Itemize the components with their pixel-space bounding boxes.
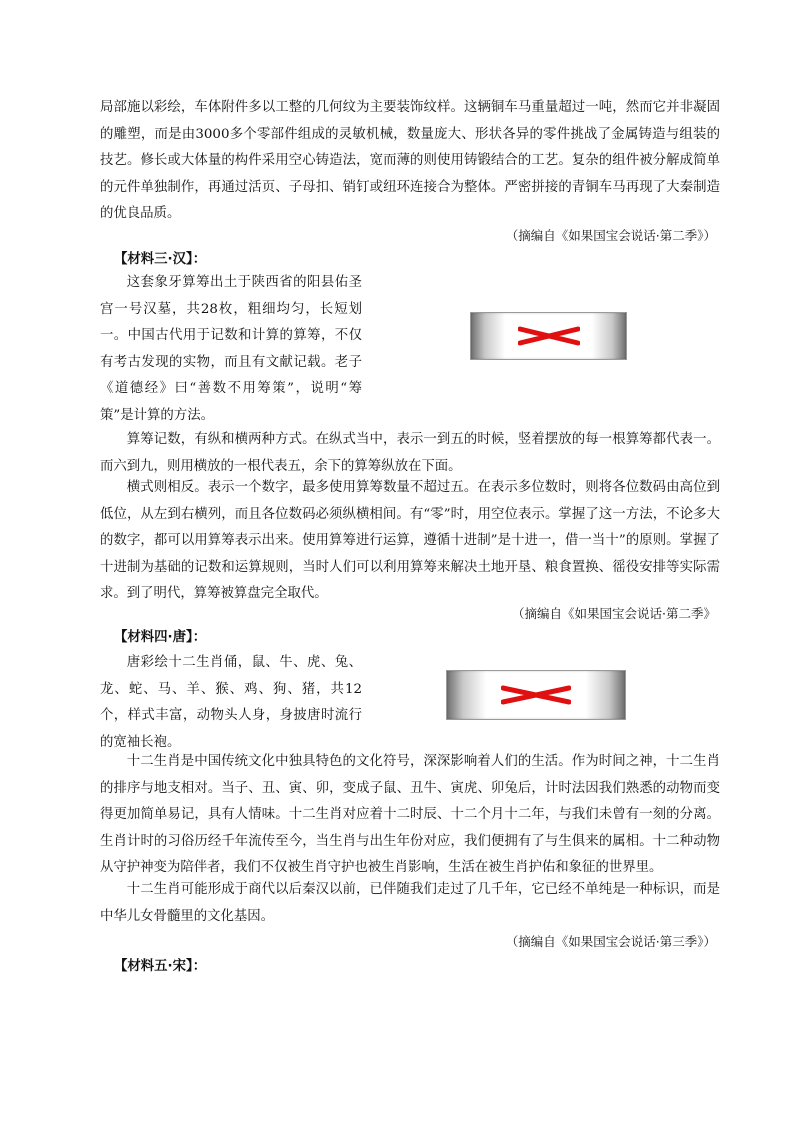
material-4-caption: 唐彩绘十二生肖俑，鼠、牛、虎、兔、龙、蛇、马、羊、猴、鸡、狗、猪，共12个，样式丰富，动物头人身，身披唐时流行的宽袖长袍。 — [100, 655, 362, 750]
material-4-header: 【材料四·唐】： — [114, 630, 207, 645]
broken-image-placeholder-2 — [446, 670, 626, 720]
paragraph-bronze-chariot: 局部施以彩绘，车体附件多以工整的几何纹为主要装饰纹样。这辆铜车马重量超过一吨，然而它并非凝固的雕塑，而是由3000多个零部件组成的灵敏机械，数量庞大、形状各异的零件挑战了金属铸造与组装的技艺。修长或大体量的构件采用空心铸造法，宽而薄的则使用铸锻结合的工艺。复杂的组件被分解成简单的元件单独制作，再通过活页、子母扣、销钉或纽环连接合为整体。严密拼接的青铜车马再现了大秦制造的优良品质。 — [100, 100, 720, 221]
broken-image-icon — [501, 685, 571, 705]
material-4-paragraph-2: 十二生肖可能形成于商代以后秦汉以前，已伴随我们走过了几千年，它已经不单纯是一种标识，而是中华儿女骨髓里的文化基因。 — [100, 882, 720, 924]
material-3-caption: 这套象牙算筹出土于陕西省的阳县佑圣宫一号汉墓，共28枚，粗细均匀，长短划一。中国古代用于记数和计算的算筹，不仅有考古发现的实物，而且有文献记载。老子《道德经》曰“善数不用筹策”，说明“筹策”是计算的方法。 — [100, 275, 362, 423]
material-4-paragraph-1: 十二生肖是中国传统文化中独具特色的文化符号，深深影响着人们的生活。作为时间之神，十二生肖的排序与地支相对。当子、丑、寅、卯，变成子鼠、丑牛、寅虎、卯兔后，计时法因我们熟悉的动物而变得更加简单易记，具有人情味。十二生肖对应着十二时辰、十二个月十二年，与我们未曾有一刻的分离。生肖计时的习俗历经千年流传至今，当生肖与出生年份对应，我们便拥有了与生俱来的属相。十二种动物从守护神变为陪伴者，我们不仅被生肖守护也被生肖影响，生活在被生肖护佑和象征的世界里。 — [100, 754, 720, 875]
material-3-paragraph-1: 算筹记数，有纵和横两种方式。在纵式当中，表示一到五的时候，竖着摆放的每一根算筹都代表一。而六到九，则用横放的一根代表五，余下的算筹纵放在下面。 — [100, 432, 720, 474]
source-citation-2: （摘编自《如果国宝会说话·第二季》 — [512, 606, 716, 621]
material-3-paragraph-2: 横式则相反。表示一个数字，最多使用算筹数量不超过五。在表示多位数时，则将各位数码由高位到低位，从左到右横列，而且各位数码必须纵横相间。有“零”时，用空位表示。掌握了这一方法，不论多大的数字，都可以用算筹表示出来。使用算筹进行运算，遵循十进制”是十进一，借一当十”的原则。掌握了十进制为基础的记数和运算规则，当时人们可以利用算筹来解决土地开垦、粮食置换、徭役安排等实际需求。到了明代，算筹被算盘完全取代。 — [100, 480, 720, 601]
material-5-header: 【材料五·宋】： — [114, 959, 207, 974]
source-citation-1: （摘编自《如果国宝会说话·第二季》） — [505, 228, 716, 243]
source-citation-3: （摘编自《如果国宝会说话·第三季》） — [505, 934, 716, 949]
material-3-header: 【材料三·汉】： — [114, 252, 207, 267]
broken-image-icon — [518, 326, 580, 346]
broken-image-placeholder-1 — [470, 312, 627, 360]
